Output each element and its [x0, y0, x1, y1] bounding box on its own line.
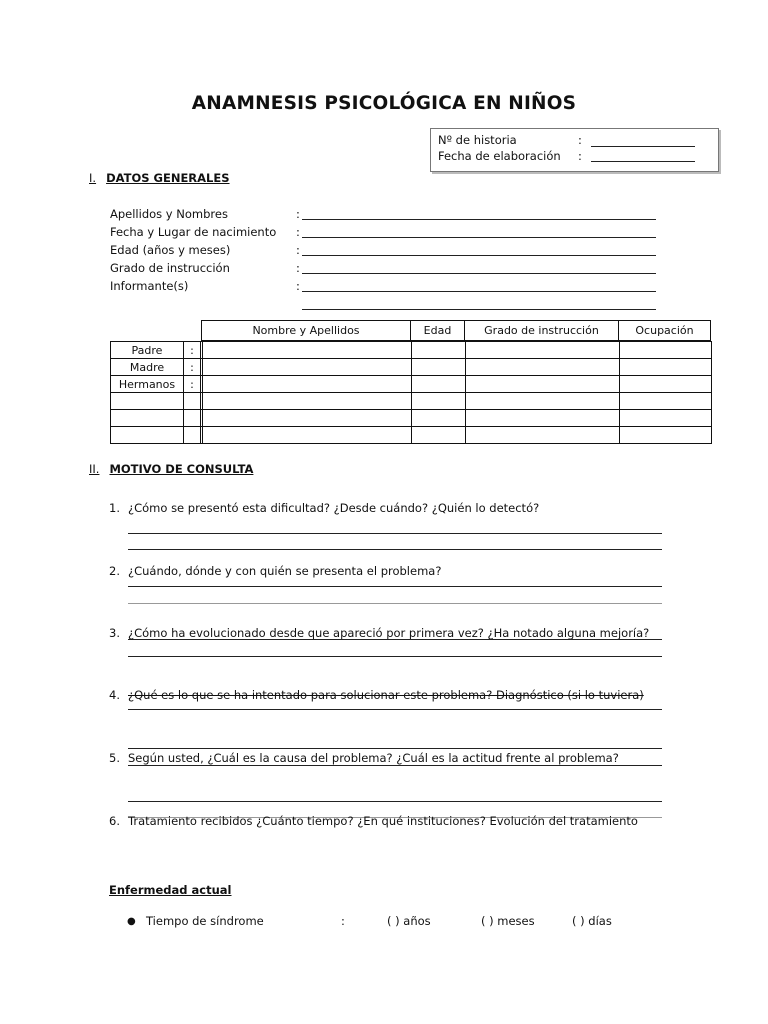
answer-line[interactable] [128, 603, 662, 604]
history-box [430, 128, 719, 172]
table-row [111, 342, 712, 359]
answer-line[interactable] [128, 639, 662, 640]
column-header: Grado de instrucción [465, 321, 619, 341]
section-title: MOTIVO DE CONSULTA [109, 462, 254, 476]
field-input-fecha-lugar[interactable] [302, 225, 656, 238]
occupation-cell[interactable] [620, 393, 712, 410]
colon-cell [184, 410, 201, 427]
answer-line[interactable] [128, 549, 662, 550]
column-header: Nombre y Apellidos [202, 321, 411, 341]
grade-cell[interactable] [466, 393, 620, 410]
field-colon: : [296, 207, 300, 221]
column-header: Ocupación [619, 321, 711, 341]
name-cell[interactable] [203, 393, 412, 410]
tiempo-sindrome-colon: : [341, 914, 345, 928]
answer-line[interactable] [128, 709, 662, 710]
question-text: ¿Cómo se presentó esta dificultad? ¿Desde cuándo? ¿Quién lo detectó? [128, 501, 540, 515]
option-days[interactable]: ( ) días [572, 914, 612, 928]
name-cell[interactable] [203, 376, 412, 393]
field-input-grado[interactable] [302, 261, 656, 274]
relation-cell: Padre [111, 342, 184, 359]
question-number: 2. [109, 564, 120, 578]
relation-cell [111, 393, 184, 410]
colon-cell: : [184, 342, 201, 359]
age-cell[interactable] [412, 427, 466, 444]
table-row [111, 376, 712, 393]
field-colon: : [296, 261, 300, 275]
tiempo-sindrome-label: Tiempo de síndrome [146, 914, 264, 928]
option-years[interactable]: ( ) años [387, 914, 431, 928]
answer-line[interactable] [128, 801, 662, 802]
table-row [111, 410, 712, 427]
colon-cell [184, 393, 201, 410]
grade-cell[interactable] [466, 427, 620, 444]
section-number: I. [89, 171, 97, 185]
occupation-cell[interactable] [620, 410, 712, 427]
section-number: II. [89, 462, 100, 476]
field-label-grado: Grado de instrucción [110, 261, 230, 275]
field-colon: : [296, 243, 300, 257]
answer-line[interactable] [128, 748, 662, 749]
page-title: ANAMNESIS PSICOLÓGICA EN NIÑOS [191, 93, 577, 114]
answer-line[interactable] [128, 586, 662, 587]
colon-cell [184, 427, 201, 444]
question-text: Tratamiento recibidos ¿Cuánto tiempo? ¿En qué instituciones? Evolución del tratamiento [128, 814, 638, 828]
name-cell[interactable] [203, 427, 412, 444]
table-row [111, 359, 712, 376]
question-number: 4. [109, 688, 120, 702]
question-number: 5. [109, 751, 120, 765]
family-table [110, 341, 712, 444]
answer-line[interactable] [128, 533, 662, 534]
table-row [111, 393, 712, 410]
colon-cell: : [184, 376, 201, 393]
field-label-informante: Informante(s) [110, 279, 189, 293]
question-number: 3. [109, 626, 120, 640]
answer-line[interactable] [128, 765, 662, 766]
option-months[interactable]: ( ) meses [481, 914, 535, 928]
elaboration-date-colon: : [578, 149, 582, 163]
field-label-edad: Edad (años y meses) [110, 243, 231, 257]
question-number: 6. [109, 814, 120, 828]
question-text: ¿Cuándo, dónde y con quién se presenta el problema? [128, 564, 442, 578]
section-heading-motivo-consulta [89, 462, 253, 476]
occupation-cell[interactable] [620, 376, 712, 393]
field-colon: : [296, 279, 300, 293]
age-cell[interactable] [412, 376, 466, 393]
history-number-field[interactable] [591, 134, 695, 147]
bullet-icon: ● [127, 916, 136, 927]
elaboration-date-field[interactable] [591, 149, 695, 162]
field-input-informante-extra[interactable] [302, 297, 656, 310]
grade-cell[interactable] [466, 376, 620, 393]
history-number-colon: : [578, 133, 582, 147]
name-cell[interactable] [203, 342, 412, 359]
relation-cell [111, 427, 184, 444]
occupation-cell[interactable] [620, 359, 712, 376]
age-cell[interactable] [412, 393, 466, 410]
name-cell[interactable] [203, 359, 412, 376]
name-cell[interactable] [203, 410, 412, 427]
table-row [111, 427, 712, 444]
age-cell[interactable] [412, 410, 466, 427]
relation-cell [111, 410, 184, 427]
colon-cell: : [184, 359, 201, 376]
section-heading-datos-generales [89, 171, 230, 185]
occupation-cell[interactable] [620, 342, 712, 359]
answer-line[interactable] [128, 656, 662, 657]
field-input-informante[interactable] [302, 279, 656, 292]
grade-cell[interactable] [466, 410, 620, 427]
section-title: DATOS GENERALES [106, 171, 230, 185]
column-header: Edad [411, 321, 465, 341]
grade-cell[interactable] [466, 342, 620, 359]
field-input-edad[interactable] [302, 243, 656, 256]
question-text: ¿Qué es lo que se ha intentado para solucionar este problema? Diagnóstico (si lo tuviera) [128, 688, 644, 702]
field-label-fecha-lugar: Fecha y Lugar de nacimiento [110, 225, 277, 239]
age-cell[interactable] [412, 342, 466, 359]
history-number-label: Nº de historia [438, 133, 517, 147]
family-table-header [201, 320, 711, 341]
age-cell[interactable] [412, 359, 466, 376]
field-colon: : [296, 225, 300, 239]
field-label-apellidos: Apellidos y Nombres [110, 207, 228, 221]
relation-cell: Madre [111, 359, 184, 376]
grade-cell[interactable] [466, 359, 620, 376]
elaboration-date-label: Fecha de elaboración [438, 149, 561, 163]
subsection-heading-enfermedad-actual: Enfermedad actual [109, 883, 232, 897]
question-text: Según usted, ¿Cuál es la causa del problema? ¿Cuál es la actitud frente al problema? [128, 751, 619, 765]
field-input-apellidos[interactable] [302, 207, 656, 220]
question-text: ¿Cómo ha evolucionado desde que apareció por primera vez? ¿Ha notado alguna mejoría? [128, 626, 650, 640]
relation-cell: Hermanos [111, 376, 184, 393]
question-number: 1. [109, 501, 120, 515]
occupation-cell[interactable] [620, 427, 712, 444]
